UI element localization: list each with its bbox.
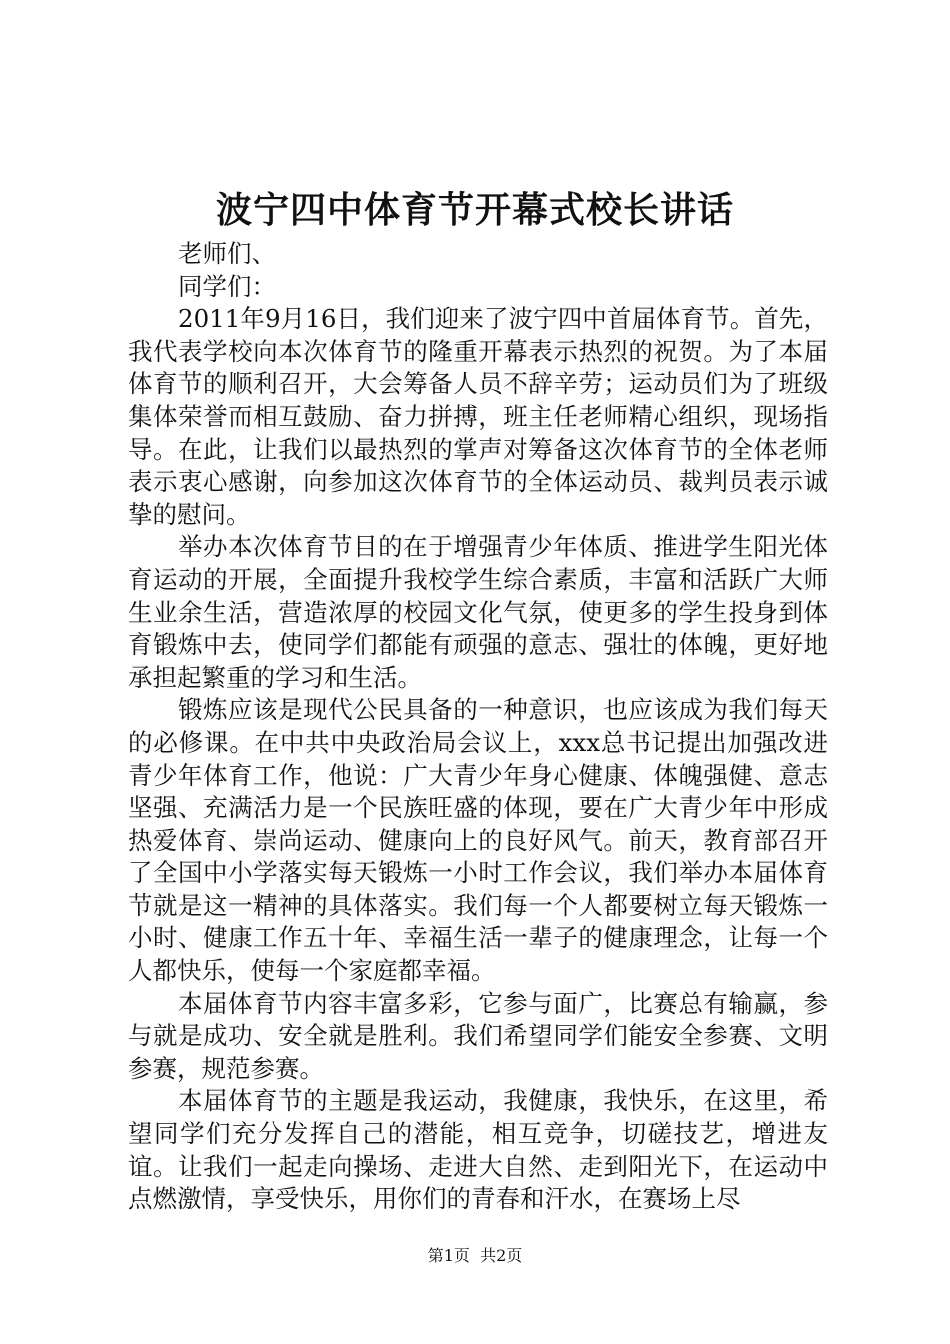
paragraph-purpose: 举办本次体育节目的在于增强青少年体质、推进学生阳光体育运动的开展，全面提升我校学生综合素质，丰富和活跃广大师生业余生活，营造浓厚的校园文化气氛，使更多的学生投身到体育锻炼中去，使同学们都能有顽强的意志、强壮的体魄，更好地承担起繁重的学习和生活。 [128,532,828,692]
document-title: 波宁四中体育节开幕式校长讲话 [215,189,734,231]
page-total: 共2页 [480,1246,523,1265]
salutation-students: 同学们： [178,271,276,301]
paragraph-participation: 本届体育节内容丰富多彩，它参与面广，比赛总有输赢，参与就是成功、安全就是胜利。我们希望同学们能安全参赛、文明参赛，规范参赛。 [128,988,828,1083]
page-number: 第1页 [427,1246,470,1265]
salutation-teachers: 老师们、 [178,239,276,268]
paragraph-opening: 2011年9月16日，我们迎来了波宁四中首届体育节。首先，我代表学校向本次体育节的隆重开幕表示热烈的祝贺。为了本届体育节的顺利召开，大会筹备人员不辞辛劳；运动员们为了班级集体荣誉而相互鼓励、奋力拼搏，班主任老师精心组织，现场指导。在此，让我们以最热烈的掌声对筹备这次体育节的全体老师表示衷心感谢，向参加这次体育节的全体运动员、裁判员表示诚挚的慰问。 [128,304,828,529]
document-body [128,238,828,1216]
paragraph-theme: 本届体育节的主题是我运动，我健康，我快乐，在这里，希望同学们充分发挥自己的潜能，相互竞争，切磋技艺，增进友谊。让我们一起走向操场、走进大自然、走到阳光下，在运动中点燃激情，享受快乐，用你们的青春和汗水，在赛场上尽 [128,1086,828,1214]
paragraph-exercise: 锻炼应该是现代公民具备的一种意识，也应该成为我们每天的必修课。在中共中央政治局会议上，xxx总书记提出加强改进青少年体育工作，他说：广大青少年身心健康、体魄强健、意志坚强、充满活力是一个民族旺盛的体现，要在广大青少年中形成热爱体育、崇尚运动、健康向上的良好风气。前天，教育部召开了全国中小学落实每天锻炼一小时工作会议，我们举办本届体育节就是这一精神的具体落实。我们每一个人都要树立每天锻炼一小时、健康工作五十年、幸福生活一辈子的健康理念，让每一个人都快乐，使每一个家庭都幸福。 [128,695,828,986]
page-footer [0,1246,950,1266]
